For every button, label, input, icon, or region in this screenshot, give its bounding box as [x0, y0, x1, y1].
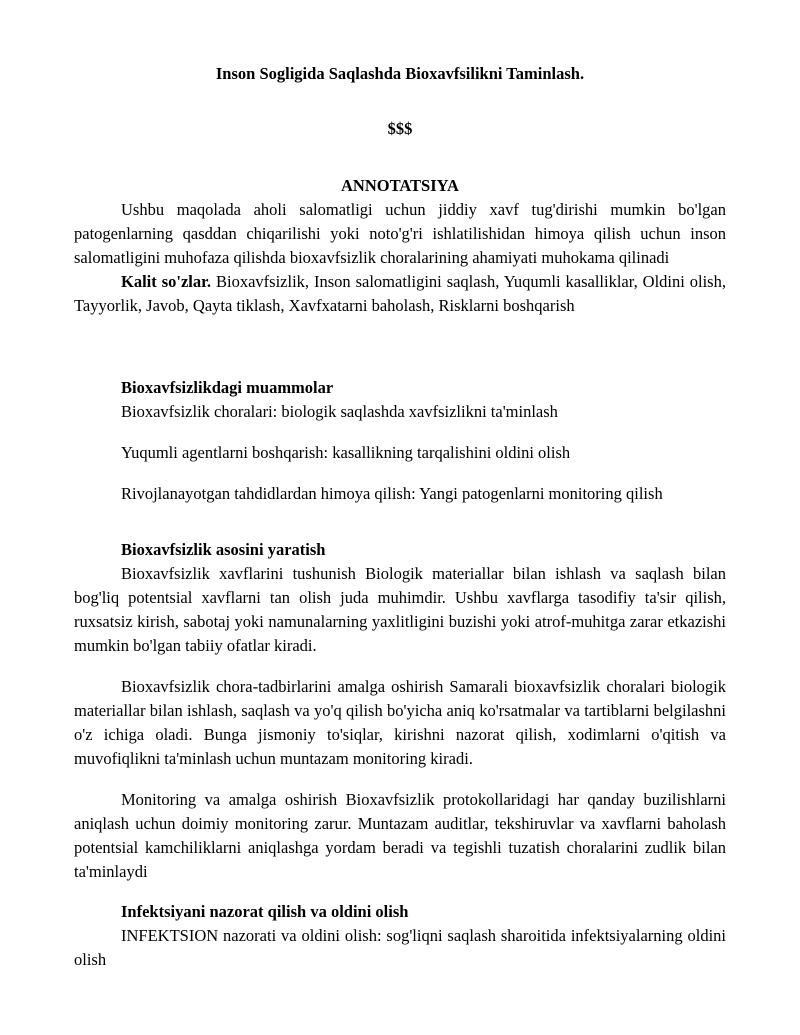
keywords-label: Kalit so'zlar. [121, 272, 212, 291]
foundation-paragraph: Monitoring va amalga oshirish Bioxavfsizlik protokollaridagi har qanday buzilishlarni aniqlash uchun doimiy monitoring zarur. Muntazam auditlar, tekshiruvlar va xavflarni baholash potentsial kamchiliklarni aniqlashga yordam beradi va tegishli tuzatish choralarini zudlik bilan ta'minlaydi [74, 790, 726, 881]
challenge-line: Bioxavfsizlik choralari: biologik saqlashda xavfsizlikni ta'minlash [121, 402, 558, 421]
annotation-heading: ANNOTATSIYA [341, 176, 459, 195]
challenge-line: Yuqumli agentlarni boshqarish: kasallikning tarqalishini oldini olish [121, 443, 571, 462]
section-heading-infection-control: Infektsiyani nazorat qilish va oldini olish [121, 902, 409, 921]
section-heading-foundation: Bioxavfsizlik asosini yaratish [121, 540, 326, 559]
infection-control-paragraph: INFEKTSION nazorati va oldini olish: sog'liqni saqlash sharoitida infektsiyalarning oldini olish [74, 926, 726, 969]
section-heading-challenges: Bioxavfsizlikdagi muammolar [121, 378, 334, 397]
keywords-paragraph [74, 270, 726, 318]
document-title: Inson Sogligida Saqlashda Bioxavfsilikni Taminlash. [215, 64, 585, 83]
document-page [74, 62, 726, 972]
challenge-line: Rivojlanayotgan tahdidlardan himoya qilish: Yangi patogenlarni monitoring qilish [121, 484, 663, 503]
keywords-text: Bioxavfsizlik, Inson salomatligini saqlash, Yuqumli kasalliklar, Oldini olish, Tayyorlik, Javob, Qayta tiklash, Xavfxatarni baholash, Risklarni boshqarish [74, 272, 726, 315]
foundation-paragraph: Bioxavfsizlik chora-tadbirlarini amalga oshirish Samarali bioxavfsizlik choralari biologik materiallar bilan ishlash, saqlash va yo'q qilish bo'yicha aniq ko'rsatmalar va tartiblarni belgilashni o'z ichiga oladi. Bunga jismoniy to'siqlar, kirishni nazorat qilish, xodimlarni o'qitish va muvofiqlikni ta'minlash uchun muntazam monitoring kiradi. [74, 677, 726, 768]
document-subtitle: $$$ [387, 119, 413, 138]
foundation-paragraph: Bioxavfsizlik xavflarini tushunish Biologik materiallar bilan ishlash va saqlash bilan bog'liq potentsial xavflarni tan olish juda muhimdir. Ushbu xavflarga tasodifiy ta'sir qilish, ruxsatsiz kirish, sabotaj yoki namunalarning yaxlitligini buzishi yoki atrof-muhitga zarar etkazishi mumkin bo'lgan tabiiy ofatlar kiradi. [74, 564, 726, 655]
annotation-text: Ushbu maqolada aholi salomatligi uchun jiddiy xavf tug'dirishi mumkin bo'lgan patogenlarning qasddan chiqarilishi yoki noto'g'ri ishlatilishidan himoya qilish uchun inson salomatligini muhofaza qilishda bioxavfsizlik choralarining ahamiyati muhokama qilinadi [74, 200, 726, 267]
